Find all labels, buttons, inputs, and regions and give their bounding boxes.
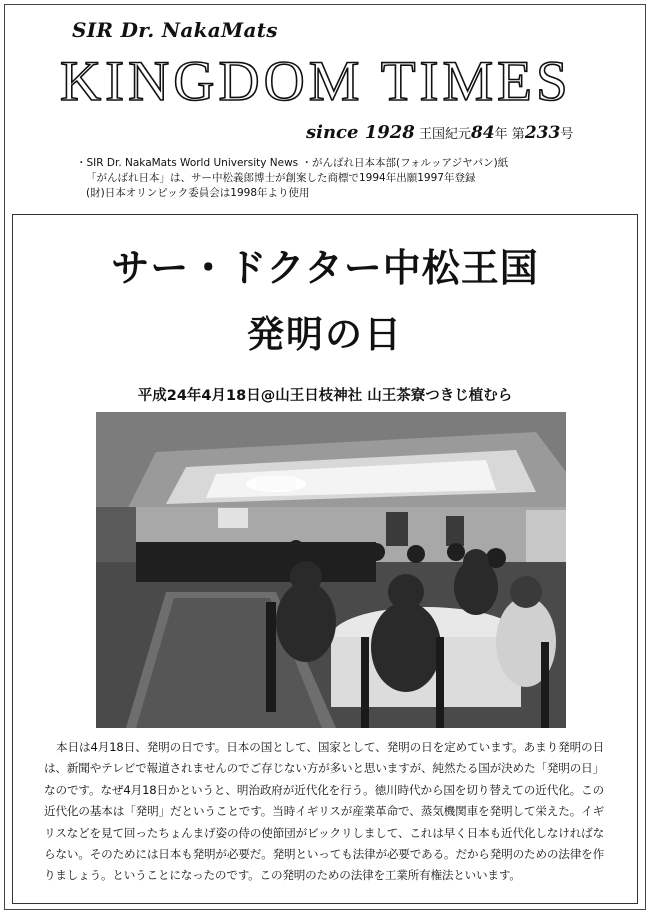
event-date-place: 平成24年4月18日@山王日枝神社 山王茶寮つきじ植むら — [137, 388, 513, 404]
masthead-notes — [76, 156, 616, 201]
newspaper-title: KINGDOM TIMES — [60, 50, 572, 113]
publisher-name: SIR Dr. NakaMats — [72, 18, 278, 42]
era-prefix: 王国紀元 — [418, 127, 471, 142]
issue-suffix: 号 — [560, 127, 574, 142]
era-suffix: 年 第 — [494, 127, 525, 142]
article-body: 本日は4月18日、発明の日です。日本の国として、国家として、発明の日を定めています。あまり発明の日は、新聞やテレビで報道されませんのでご存じない方が多いと思いますが、純然たる国が決めた「発明の日」なのです。なぜ4月18日かというと、明治政府が近代化を行う。徳川時代から国を切り替えての近代化。この近代化の基本は「発明」だということです。当時イギリスが産業革命で、蒸気機関車を発明して栄えた。イギリスなどを見て回ったちょんまげ姿の侍の使節団がビックリしまして、これは早く日本も近代化しなければならない。そのためには日本も発明が必要だ。発明といっても法律が必要である。だから発明のための法律を作りましょう。ということになったのです。この発明のための法律を工業所有権法といいます。 — [44, 740, 604, 883]
subheadline: 発明の日 — [247, 313, 403, 356]
masthead-note: 「がんばれ日本」は、サー中松義郎博士が創案した商標で1994年出願1997年登録 — [86, 172, 476, 184]
masthead-note: (財)日本オリンピック委員会は1998年より使用 — [86, 187, 310, 199]
event-photo — [96, 412, 566, 728]
headline: サー・ドクター中松王国 — [111, 246, 539, 290]
since-year: since 1928 — [306, 122, 415, 143]
masthead — [0, 0, 650, 210]
issue-number: 233 — [524, 123, 561, 143]
issue-info — [306, 122, 573, 143]
era-number: 84 — [471, 123, 495, 143]
masthead-note: ・SIR Dr. NakaMats World University News ・がんばれ日本本部(フォルッアジヤパン)紙 — [76, 157, 509, 169]
